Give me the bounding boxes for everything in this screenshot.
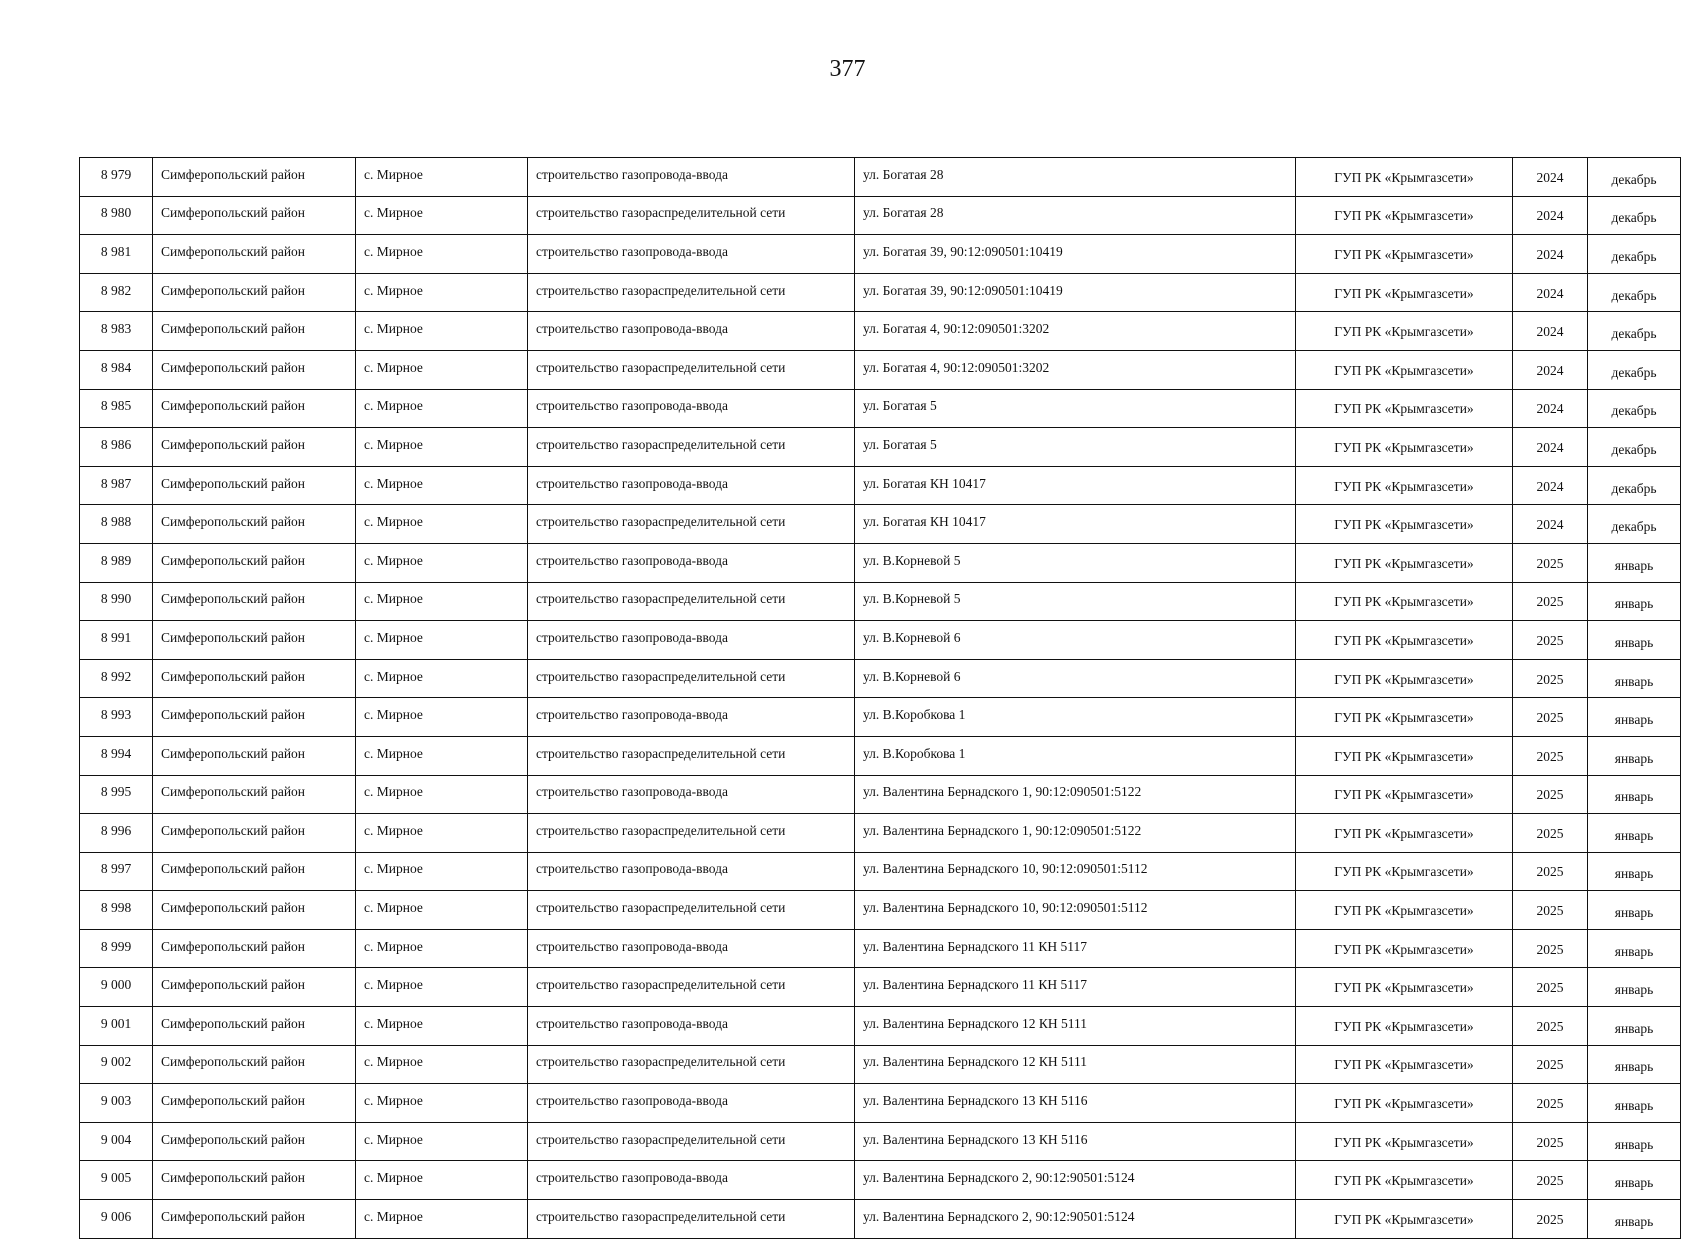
row-number: 8 981: [80, 235, 153, 274]
table-row: [80, 543, 1681, 582]
year-cell: 2025: [1513, 543, 1588, 582]
row-number: 8 990: [80, 582, 153, 621]
year-cell: 2025: [1513, 1200, 1588, 1239]
address-cell: ул. Богатая 39, 90:12:090501:10419: [855, 235, 1296, 274]
address-cell: ул. Богатая 5: [855, 389, 1296, 428]
month-cell: январь: [1588, 1045, 1681, 1084]
year-cell: 2024: [1513, 158, 1588, 197]
district-cell: Симферопольский район: [153, 428, 356, 467]
year-cell: 2024: [1513, 428, 1588, 467]
district-cell: Симферопольский район: [153, 1084, 356, 1123]
row-number: 8 993: [80, 698, 153, 737]
settlement-cell: с. Мирное: [356, 1084, 528, 1123]
row-number: 8 996: [80, 814, 153, 853]
month-cell: декабрь: [1588, 350, 1681, 389]
month-cell: декабрь: [1588, 235, 1681, 274]
row-number: 9 006: [80, 1200, 153, 1239]
table-row: [80, 1007, 1681, 1046]
work-type-cell: строительство газопровода-ввода: [528, 235, 855, 274]
address-cell: ул. Богатая 4, 90:12:090501:3202: [855, 350, 1296, 389]
row-number: 9 001: [80, 1007, 153, 1046]
district-cell: Симферопольский район: [153, 350, 356, 389]
organization-cell: ГУП РК «Крымгазсети»: [1296, 814, 1513, 853]
district-cell: Симферопольский район: [153, 158, 356, 197]
district-cell: Симферопольский район: [153, 505, 356, 544]
row-number: 8 986: [80, 428, 153, 467]
month-cell: декабрь: [1588, 389, 1681, 428]
table-row: [80, 389, 1681, 428]
organization-cell: ГУП РК «Крымгазсети»: [1296, 196, 1513, 235]
row-number: 9 000: [80, 968, 153, 1007]
address-cell: ул. Валентина Бернадского 13 КН 5116: [855, 1122, 1296, 1161]
organization-cell: ГУП РК «Крымгазсети»: [1296, 1084, 1513, 1123]
address-cell: ул. Валентина Бернадского 2, 90:12:90501:5124: [855, 1161, 1296, 1200]
table-row: [80, 736, 1681, 775]
address-cell: ул. Богатая 5: [855, 428, 1296, 467]
row-number: 8 994: [80, 736, 153, 775]
row-number: 8 991: [80, 621, 153, 660]
work-type-cell: строительство газопровода-ввода: [528, 1007, 855, 1046]
district-cell: Симферопольский район: [153, 968, 356, 1007]
work-type-cell: строительство газораспределительной сети: [528, 814, 855, 853]
month-cell: декабрь: [1588, 273, 1681, 312]
settlement-cell: с. Мирное: [356, 235, 528, 274]
organization-cell: ГУП РК «Крымгазсети»: [1296, 1007, 1513, 1046]
month-cell: январь: [1588, 1007, 1681, 1046]
organization-cell: ГУП РК «Крымгазсети»: [1296, 582, 1513, 621]
organization-cell: ГУП РК «Крымгазсети»: [1296, 1045, 1513, 1084]
table-row: [80, 273, 1681, 312]
work-type-cell: строительство газопровода-ввода: [528, 929, 855, 968]
settlement-cell: с. Мирное: [356, 968, 528, 1007]
settlement-cell: с. Мирное: [356, 273, 528, 312]
district-cell: Симферопольский район: [153, 736, 356, 775]
row-number: 8 997: [80, 852, 153, 891]
work-type-cell: строительство газораспределительной сети: [528, 659, 855, 698]
settlement-cell: с. Мирное: [356, 621, 528, 660]
organization-cell: ГУП РК «Крымгазсети»: [1296, 929, 1513, 968]
month-cell: декабрь: [1588, 505, 1681, 544]
gasification-schedule-table: [79, 157, 1681, 1239]
address-cell: ул. Валентина Бернадского 1, 90:12:090501:5122: [855, 775, 1296, 814]
work-type-cell: строительство газопровода-ввода: [528, 775, 855, 814]
district-cell: Симферопольский район: [153, 814, 356, 853]
table-row: [80, 350, 1681, 389]
month-cell: январь: [1588, 1200, 1681, 1239]
year-cell: 2025: [1513, 852, 1588, 891]
year-cell: 2025: [1513, 775, 1588, 814]
settlement-cell: с. Мирное: [356, 814, 528, 853]
settlement-cell: с. Мирное: [356, 929, 528, 968]
month-cell: январь: [1588, 814, 1681, 853]
organization-cell: ГУП РК «Крымгазсети»: [1296, 428, 1513, 467]
year-cell: 2024: [1513, 196, 1588, 235]
month-cell: декабрь: [1588, 196, 1681, 235]
organization-cell: ГУП РК «Крымгазсети»: [1296, 698, 1513, 737]
district-cell: Симферопольский район: [153, 235, 356, 274]
work-type-cell: строительство газораспределительной сети: [528, 1045, 855, 1084]
table-row: [80, 621, 1681, 660]
row-number: 8 985: [80, 389, 153, 428]
district-cell: Симферопольский район: [153, 1122, 356, 1161]
organization-cell: ГУП РК «Крымгазсети»: [1296, 1161, 1513, 1200]
work-type-cell: строительство газораспределительной сети: [528, 582, 855, 621]
work-type-cell: строительство газопровода-ввода: [528, 158, 855, 197]
work-type-cell: строительство газопровода-ввода: [528, 543, 855, 582]
year-cell: 2025: [1513, 621, 1588, 660]
work-type-cell: строительство газопровода-ввода: [528, 1084, 855, 1123]
year-cell: 2025: [1513, 1084, 1588, 1123]
table-row: [80, 582, 1681, 621]
month-cell: декабрь: [1588, 466, 1681, 505]
district-cell: Симферопольский район: [153, 1007, 356, 1046]
work-type-cell: строительство газораспределительной сети: [528, 1122, 855, 1161]
district-cell: Симферопольский район: [153, 929, 356, 968]
address-cell: ул. Валентина Бернадского 12 КН 5111: [855, 1045, 1296, 1084]
month-cell: январь: [1588, 698, 1681, 737]
district-cell: Симферопольский район: [153, 582, 356, 621]
address-cell: ул. В.Корневой 6: [855, 659, 1296, 698]
address-cell: ул. Богатая 28: [855, 158, 1296, 197]
district-cell: Симферопольский район: [153, 852, 356, 891]
month-cell: январь: [1588, 621, 1681, 660]
address-cell: ул. Богатая КН 10417: [855, 505, 1296, 544]
row-number: 8 995: [80, 775, 153, 814]
year-cell: 2025: [1513, 582, 1588, 621]
row-number: 9 003: [80, 1084, 153, 1123]
month-cell: декабрь: [1588, 428, 1681, 467]
work-type-cell: строительство газопровода-ввода: [528, 466, 855, 505]
district-cell: Симферопольский район: [153, 891, 356, 930]
table-row: [80, 1045, 1681, 1084]
row-number: 8 989: [80, 543, 153, 582]
settlement-cell: с. Мирное: [356, 1161, 528, 1200]
year-cell: 2025: [1513, 814, 1588, 853]
year-cell: 2025: [1513, 736, 1588, 775]
year-cell: 2024: [1513, 312, 1588, 351]
organization-cell: ГУП РК «Крымгазсети»: [1296, 659, 1513, 698]
organization-cell: ГУП РК «Крымгазсети»: [1296, 158, 1513, 197]
district-cell: Симферопольский район: [153, 273, 356, 312]
settlement-cell: с. Мирное: [356, 1007, 528, 1046]
settlement-cell: с. Мирное: [356, 582, 528, 621]
year-cell: 2025: [1513, 968, 1588, 1007]
row-number: 8 988: [80, 505, 153, 544]
table-row: [80, 466, 1681, 505]
organization-cell: ГУП РК «Крымгазсети»: [1296, 1122, 1513, 1161]
table-row: [80, 428, 1681, 467]
table-row: [80, 1161, 1681, 1200]
month-cell: декабрь: [1588, 158, 1681, 197]
work-type-cell: строительство газопровода-ввода: [528, 698, 855, 737]
row-number: 8 984: [80, 350, 153, 389]
settlement-cell: с. Мирное: [356, 852, 528, 891]
settlement-cell: с. Мирное: [356, 505, 528, 544]
year-cell: 2024: [1513, 273, 1588, 312]
organization-cell: ГУП РК «Крымгазсети»: [1296, 543, 1513, 582]
district-cell: Симферопольский район: [153, 659, 356, 698]
row-number: 8 982: [80, 273, 153, 312]
month-cell: январь: [1588, 736, 1681, 775]
month-cell: январь: [1588, 929, 1681, 968]
address-cell: ул. Валентина Бернадского 11 КН 5117: [855, 968, 1296, 1007]
settlement-cell: с. Мирное: [356, 1045, 528, 1084]
address-cell: ул. В.Корневой 6: [855, 621, 1296, 660]
year-cell: 2025: [1513, 1045, 1588, 1084]
table-row: [80, 505, 1681, 544]
work-type-cell: строительство газораспределительной сети: [528, 273, 855, 312]
year-cell: 2025: [1513, 659, 1588, 698]
address-cell: ул. Валентина Бернадского 1, 90:12:090501:5122: [855, 814, 1296, 853]
address-cell: ул. В.Коробкова 1: [855, 736, 1296, 775]
month-cell: январь: [1588, 852, 1681, 891]
district-cell: Симферопольский район: [153, 312, 356, 351]
table-row: [80, 852, 1681, 891]
year-cell: 2025: [1513, 929, 1588, 968]
year-cell: 2025: [1513, 698, 1588, 737]
district-cell: Симферопольский район: [153, 1161, 356, 1200]
address-cell: ул. Богатая КН 10417: [855, 466, 1296, 505]
settlement-cell: с. Мирное: [356, 1200, 528, 1239]
work-type-cell: строительство газораспределительной сети: [528, 196, 855, 235]
address-cell: ул. Валентина Бернадского 11 КН 5117: [855, 929, 1296, 968]
work-type-cell: строительство газораспределительной сети: [528, 968, 855, 1007]
month-cell: январь: [1588, 775, 1681, 814]
year-cell: 2024: [1513, 235, 1588, 274]
month-cell: январь: [1588, 1084, 1681, 1123]
district-cell: Симферопольский район: [153, 196, 356, 235]
organization-cell: ГУП РК «Крымгазсети»: [1296, 775, 1513, 814]
year-cell: 2025: [1513, 1007, 1588, 1046]
table-row: [80, 235, 1681, 274]
table-body: [80, 158, 1681, 1239]
row-number: 9 005: [80, 1161, 153, 1200]
month-cell: январь: [1588, 891, 1681, 930]
work-type-cell: строительство газораспределительной сети: [528, 736, 855, 775]
work-type-cell: строительство газораспределительной сети: [528, 505, 855, 544]
district-cell: Симферопольский район: [153, 1045, 356, 1084]
work-type-cell: строительство газопровода-ввода: [528, 1161, 855, 1200]
year-cell: 2025: [1513, 1161, 1588, 1200]
row-number: 8 999: [80, 929, 153, 968]
month-cell: январь: [1588, 543, 1681, 582]
district-cell: Симферопольский район: [153, 389, 356, 428]
table-row: [80, 814, 1681, 853]
address-cell: ул. Валентина Бернадского 12 КН 5111: [855, 1007, 1296, 1046]
address-cell: ул. В.Коробкова 1: [855, 698, 1296, 737]
settlement-cell: с. Мирное: [356, 698, 528, 737]
organization-cell: ГУП РК «Крымгазсети»: [1296, 891, 1513, 930]
year-cell: 2024: [1513, 389, 1588, 428]
table-row: [80, 698, 1681, 737]
organization-cell: ГУП РК «Крымгазсети»: [1296, 350, 1513, 389]
settlement-cell: с. Мирное: [356, 389, 528, 428]
settlement-cell: с. Мирное: [356, 466, 528, 505]
district-cell: Симферопольский район: [153, 466, 356, 505]
table-row: [80, 312, 1681, 351]
settlement-cell: с. Мирное: [356, 659, 528, 698]
address-cell: ул. Валентина Бернадского 13 КН 5116: [855, 1084, 1296, 1123]
address-cell: ул. Валентина Бернадского 10, 90:12:090501:5112: [855, 891, 1296, 930]
work-type-cell: строительство газораспределительной сети: [528, 1200, 855, 1239]
table-row: [80, 775, 1681, 814]
work-type-cell: строительство газораспределительной сети: [528, 350, 855, 389]
month-cell: январь: [1588, 968, 1681, 1007]
row-number: 8 987: [80, 466, 153, 505]
settlement-cell: с. Мирное: [356, 312, 528, 351]
table-row: [80, 968, 1681, 1007]
table-row: [80, 891, 1681, 930]
organization-cell: ГУП РК «Крымгазсети»: [1296, 466, 1513, 505]
work-type-cell: строительство газопровода-ввода: [528, 852, 855, 891]
organization-cell: ГУП РК «Крымгазсети»: [1296, 968, 1513, 1007]
table-row: [80, 1200, 1681, 1239]
organization-cell: ГУП РК «Крымгазсети»: [1296, 235, 1513, 274]
settlement-cell: с. Мирное: [356, 543, 528, 582]
row-number: 8 992: [80, 659, 153, 698]
address-cell: ул. Валентина Бернадского 2, 90:12:90501:5124: [855, 1200, 1296, 1239]
work-type-cell: строительство газопровода-ввода: [528, 312, 855, 351]
district-cell: Симферопольский район: [153, 621, 356, 660]
work-type-cell: строительство газопровода-ввода: [528, 389, 855, 428]
year-cell: 2024: [1513, 466, 1588, 505]
organization-cell: ГУП РК «Крымгазсети»: [1296, 852, 1513, 891]
row-number: 8 983: [80, 312, 153, 351]
district-cell: Симферопольский район: [153, 775, 356, 814]
organization-cell: ГУП РК «Крымгазсети»: [1296, 505, 1513, 544]
month-cell: январь: [1588, 582, 1681, 621]
row-number: 9 004: [80, 1122, 153, 1161]
table-row: [80, 659, 1681, 698]
row-number: 9 002: [80, 1045, 153, 1084]
month-cell: январь: [1588, 1161, 1681, 1200]
year-cell: 2025: [1513, 891, 1588, 930]
organization-cell: ГУП РК «Крымгазсети»: [1296, 389, 1513, 428]
settlement-cell: с. Мирное: [356, 1122, 528, 1161]
address-cell: ул. Богатая 4, 90:12:090501:3202: [855, 312, 1296, 351]
work-type-cell: строительство газораспределительной сети: [528, 891, 855, 930]
address-cell: ул. Богатая 28: [855, 196, 1296, 235]
organization-cell: ГУП РК «Крымгазсети»: [1296, 621, 1513, 660]
page-number: 377: [829, 56, 866, 82]
work-type-cell: строительство газораспределительной сети: [528, 428, 855, 467]
district-cell: Симферопольский район: [153, 543, 356, 582]
month-cell: декабрь: [1588, 312, 1681, 351]
settlement-cell: с. Мирное: [356, 428, 528, 467]
year-cell: 2025: [1513, 1122, 1588, 1161]
table-row: [80, 929, 1681, 968]
settlement-cell: с. Мирное: [356, 196, 528, 235]
organization-cell: ГУП РК «Крымгазсети»: [1296, 736, 1513, 775]
table-row: [80, 158, 1681, 197]
month-cell: январь: [1588, 1122, 1681, 1161]
year-cell: 2024: [1513, 350, 1588, 389]
table-row: [80, 196, 1681, 235]
address-cell: ул. Богатая 39, 90:12:090501:10419: [855, 273, 1296, 312]
address-cell: ул. В.Корневой 5: [855, 543, 1296, 582]
table-row: [80, 1122, 1681, 1161]
district-cell: Симферопольский район: [153, 698, 356, 737]
organization-cell: ГУП РК «Крымгазсети»: [1296, 273, 1513, 312]
month-cell: январь: [1588, 659, 1681, 698]
settlement-cell: с. Мирное: [356, 775, 528, 814]
row-number: 8 979: [80, 158, 153, 197]
row-number: 8 980: [80, 196, 153, 235]
address-cell: ул. Валентина Бернадского 10, 90:12:090501:5112: [855, 852, 1296, 891]
work-type-cell: строительство газопровода-ввода: [528, 621, 855, 660]
settlement-cell: с. Мирное: [356, 350, 528, 389]
table-row: [80, 1084, 1681, 1123]
settlement-cell: с. Мирное: [356, 891, 528, 930]
row-number: 8 998: [80, 891, 153, 930]
district-cell: Симферопольский район: [153, 1200, 356, 1239]
address-cell: ул. В.Корневой 5: [855, 582, 1296, 621]
organization-cell: ГУП РК «Крымгазсети»: [1296, 1200, 1513, 1239]
settlement-cell: с. Мирное: [356, 158, 528, 197]
organization-cell: ГУП РК «Крымгазсети»: [1296, 312, 1513, 351]
settlement-cell: с. Мирное: [356, 736, 528, 775]
year-cell: 2024: [1513, 505, 1588, 544]
